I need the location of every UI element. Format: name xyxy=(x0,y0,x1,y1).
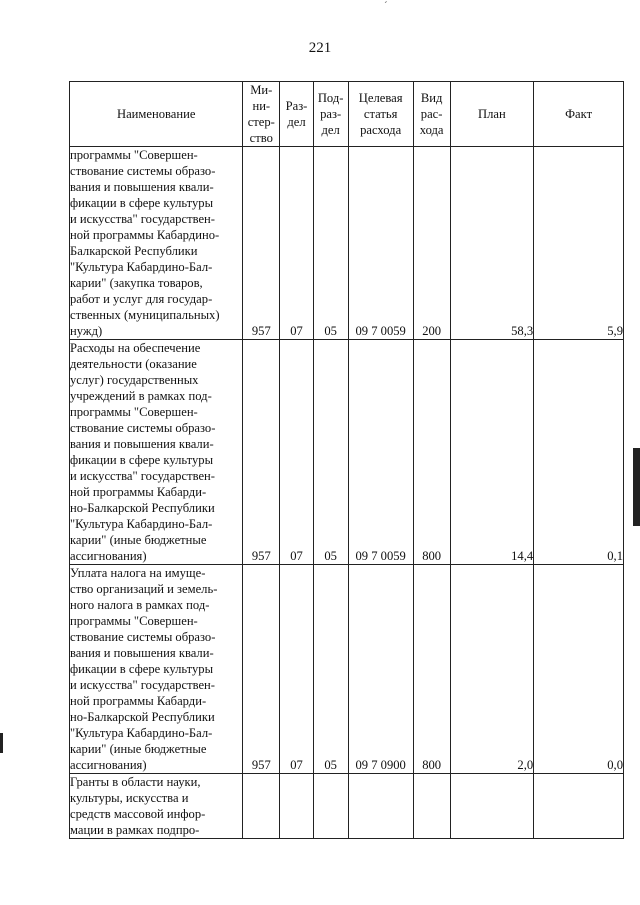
row-section: 07 xyxy=(280,147,314,340)
row-ministry: 957 xyxy=(243,147,280,340)
row-expense-type: 200 xyxy=(413,147,450,340)
header-plan: План xyxy=(450,82,534,147)
row-fact: 0,0 xyxy=(534,565,624,774)
row-plan: 2,0 xyxy=(450,565,534,774)
row-fact: 0,1 xyxy=(534,340,624,565)
row-section xyxy=(280,774,314,839)
row-name: Уплата налога на имуще- ство организаций и земель- ного налога в рамках под- программы "Совершен- ствование системы образо- вания и повышения квали- фикации в сфере культуры и искусства" государствен- ной программы Кабарди- но-Балкарской Республики "Культура Кабардино-Бал- карии" (иные бюджетные ассигнования) xyxy=(70,565,243,774)
table-row xyxy=(70,147,624,340)
page-number: 221 xyxy=(308,40,332,56)
row-target-article xyxy=(348,774,413,839)
row-name: Расходы на обеспечение деятельности (оказание услуг) государственных учреждений в рамках под- программы "Совершен- ствование системы образо- вания и повышения квали- фикации в сфере культуры и искусства" государствен- ной программы Кабарди- но-Балкарской Республики "Культура Кабардино-Бал- карии" (иные бюджетные ассигнования) xyxy=(70,340,243,565)
row-plan: 14,4 xyxy=(450,340,534,565)
row-subsection: 05 xyxy=(313,565,348,774)
row-expense-type: 800 xyxy=(413,565,450,774)
row-target-article: 09 7 0059 xyxy=(348,340,413,565)
row-subsection xyxy=(313,774,348,839)
row-target-article: 09 7 0900 xyxy=(348,565,413,774)
header-section: Раз- дел xyxy=(280,82,314,147)
header-subsection: Под- раз- дел xyxy=(313,82,348,147)
table-row xyxy=(70,340,624,565)
row-ministry: 957 xyxy=(243,565,280,774)
row-section: 07 xyxy=(280,340,314,565)
top-tick-mark: ´ xyxy=(384,0,388,12)
header-ministry: Ми- ни- стер- ство xyxy=(243,82,280,147)
row-ministry xyxy=(243,774,280,839)
row-expense-type: 800 xyxy=(413,340,450,565)
row-subsection: 05 xyxy=(313,340,348,565)
row-section: 07 xyxy=(280,565,314,774)
row-fact xyxy=(534,774,624,839)
row-expense-type xyxy=(413,774,450,839)
row-name: Гранты в области науки, культуры, искусства и средств массовой инфор- мации в рамках подпро- xyxy=(70,774,243,839)
header-fact: Факт xyxy=(534,82,624,147)
row-ministry: 957 xyxy=(243,340,280,565)
budget-table xyxy=(69,81,624,839)
table-row xyxy=(70,565,624,774)
header-target-article: Целевая статья расхода xyxy=(348,82,413,147)
row-plan: 58,3 xyxy=(450,147,534,340)
row-name: программы "Совершен- ствование системы образо- вания и повышения квали- фикации в сфере культуры и искусства" государствен- ной программы Кабардино- Балкарской Республики "Культура Кабардино-Бал- карии" (закупка товаров, работ и услуг для государ- ственных (муниципальных) нужд) xyxy=(70,147,243,340)
row-fact: 5,9 xyxy=(534,147,624,340)
table-row xyxy=(70,774,624,839)
row-subsection: 05 xyxy=(313,147,348,340)
header-row xyxy=(70,82,624,147)
row-target-article: 09 7 0059 xyxy=(348,147,413,340)
row-plan xyxy=(450,774,534,839)
header-expense-type: Вид рас- хода xyxy=(413,82,450,147)
scan-edge-mark xyxy=(633,448,640,526)
header-name: Наименование xyxy=(70,82,243,147)
scan-edge-mark xyxy=(0,733,3,753)
